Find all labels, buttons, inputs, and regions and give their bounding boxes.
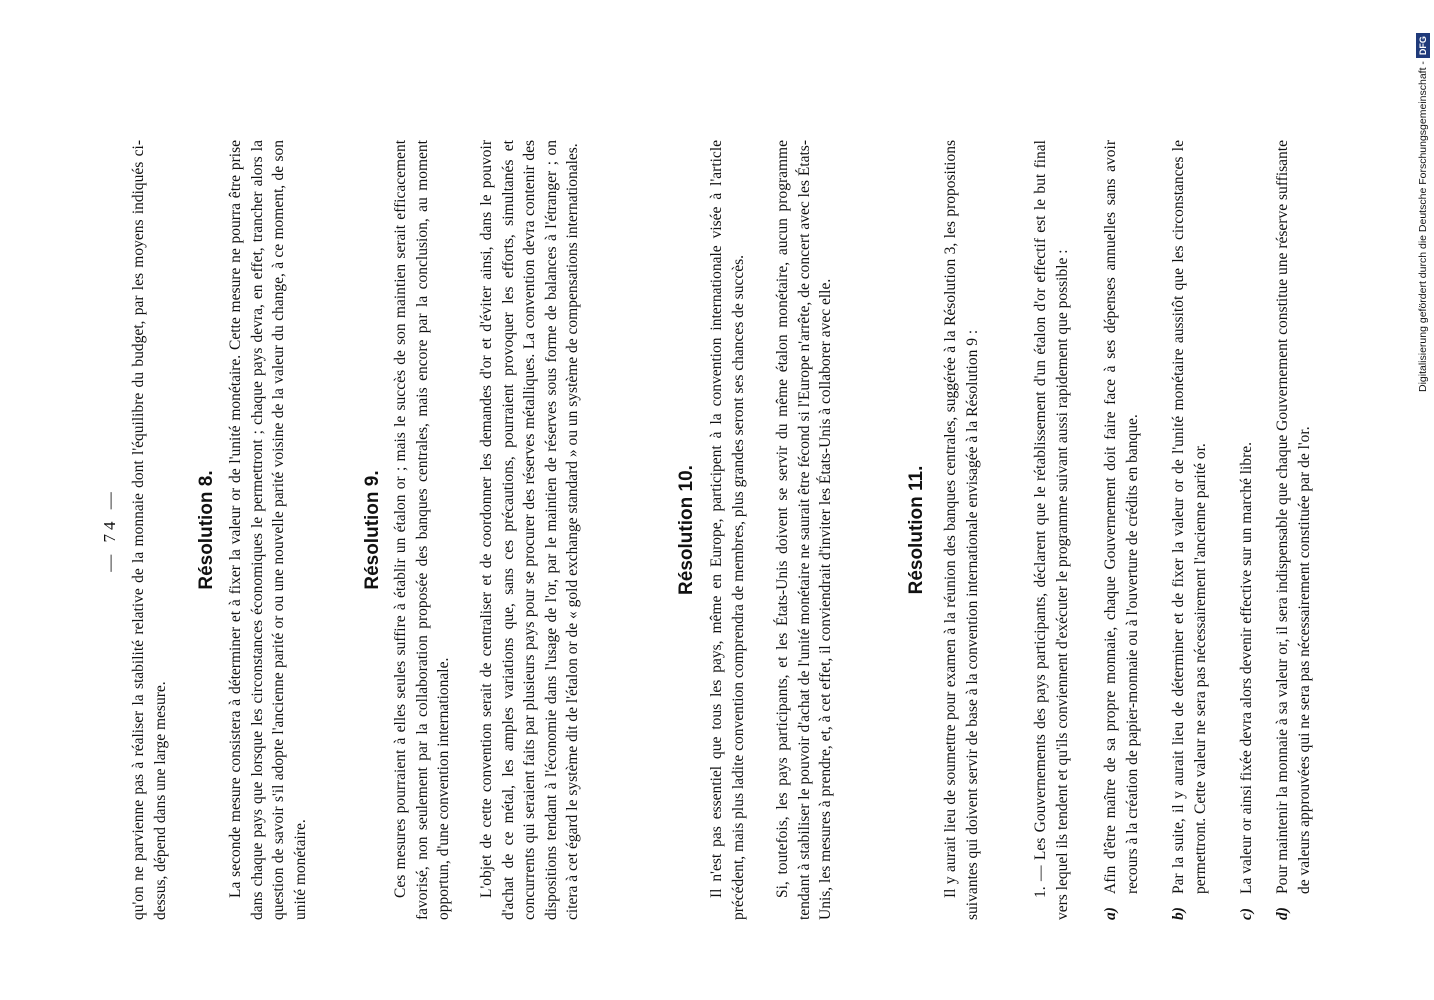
list-item-marker: c) bbox=[1238, 907, 1255, 920]
list-item-d bbox=[1272, 140, 1315, 920]
list-item-marker: d) bbox=[1274, 907, 1291, 920]
list-item-marker: a) bbox=[1102, 907, 1119, 920]
page-number: — 74 — bbox=[100, 488, 119, 572]
rotated-page bbox=[100, 140, 1340, 920]
resolution-9-title: Résolution 9. bbox=[362, 470, 383, 590]
intro-paragraph: qu'on ne parvienne pas à réaliser la stabilité relative de la monnaie dont l'équilibre du budget, par les moyens indiqués ci-dessus, dépend dans une large mesure. bbox=[130, 140, 169, 920]
resolution-10-paragraph-2: Si, toutefois, les pays participants, et les États-Unis doivent se servir du même étalon monétaire, aucun programme tendant à stabiliser le pouvoir d'achat de l'unité monétaire ne saurait être fécond si l'Europe n'arrête, de concert avec les États-Unis, les mesures à prendre, et, à cet effet, il conviendrait d'inviter les États-Unis à collaborer avec elle. bbox=[774, 140, 834, 920]
dfg-logo: DFG bbox=[1416, 33, 1430, 58]
resolution-11-paragraph-2: 1. — Les Gouvernements des pays participants, déclarent que le rétablissement d'un étalon d'or effectif est le but final vers lequel ils tendent et qu'ils conviennent d'exécuter le programme suivant aussi rapidement que possible : bbox=[1032, 140, 1071, 920]
list-item-a bbox=[1100, 140, 1143, 920]
list-item-text: Afin d'être maître de sa propre monnaie, chaque Gouvernement doit faire face à ses dépenses annuelles sans avoir recours à la création de papier-monnaie ou à l'ouverture de crédits en banque. bbox=[1102, 140, 1141, 894]
list-item-text: La valeur or ainsi fixée devra alors devenir effective sur un marché libre. bbox=[1238, 441, 1255, 894]
resolution-10-paragraph-1: Il n'est pas essentiel que tous les pays, même en Europe, participent à la convention internationale visée à l'article précédent, mais plus ladite convention comprendra de membres, plus grandes seront ses chances de succès. bbox=[708, 140, 747, 920]
resolution-8-paragraph-1: La seconde mesure consistera à déterminer et à fixer la valeur or de l'unité monétaire. Cette mesure ne pourra être prise dans chaque pays que lorsque les circonstances économiques le permettront ; chaque pays devra, en effet, trancher alors la question de savoir s'il adopte l'ancienne parité or ou une nouvelle parité voisine de la valeur du change, à ce moment, de son unité monétaire. bbox=[227, 140, 309, 920]
resolution-11-title: Résolution 11. bbox=[906, 465, 927, 595]
credit-text: Digitalisierung gefördert durch die Deutsche Forschungsgemeinschaft - bbox=[1417, 61, 1429, 392]
digitization-credit bbox=[1415, 12, 1431, 392]
resolution-11-paragraph-1: Il y aurait lieu de soumettre pour examen à la réunion des banques centrales, suggérée à la Résolution 3, les propositions suivantes qui doivent servir de base à la convention internationale envisagée à la Résolution 9 : bbox=[942, 140, 981, 920]
list-item-text: Par la suite, il y aurait lieu de déterminer et de fixer la valeur or de l'unité monétaire aussitôt que les circonstances le permettront. Cette valeur ne sera pas nécessairement l'ancienne parité or. bbox=[1170, 140, 1209, 894]
resolution-10-title: Résolution 10. bbox=[676, 465, 697, 595]
resolution-9-paragraph-2: L'objet de cette convention serait de centraliser et de coordonner les demandes d'or et d'éviter ainsi, dans le pouvoir d'achat de ce métal, les amples variations que, sans ces précautions, pourraient provoquer les efforts, simultanés et concurrents qui seraient faits par plusieurs pays pour se procurer des réserves métalliques. La convention devra contenir des dispositions tendant à l'économie dans l'usage de l'or, par le maintien de réserves sous forme de balances à l'étranger ; on citera à cet égard le système dit de l'étalon or de « gold exchange standard » ou un système de compensations internationales. bbox=[478, 140, 581, 920]
list-item-b bbox=[1168, 140, 1211, 920]
list-item-text: Pour maintenir la monnaie à sa valeur or, il sera indispensable que chaque Gouvernement constitue une réserve suffisante de valeurs approuvées qui ne sera pas nécessairement constituée par de l'or. bbox=[1274, 140, 1313, 894]
list-item-marker: b) bbox=[1170, 907, 1187, 920]
list-item-c bbox=[1236, 140, 1258, 920]
resolution-9-paragraph-1: Ces mesures pourraient à elles seules suffire à établir un étalon or ; mais le succès de son maintien serait efficacement favorisé, non seulement par la collaboration proposée des banques centrales, mais encore par la conclusion, au moment opportun, d'une convention internationale. bbox=[392, 140, 452, 920]
resolution-8-title: Résolution 8. bbox=[196, 470, 217, 590]
